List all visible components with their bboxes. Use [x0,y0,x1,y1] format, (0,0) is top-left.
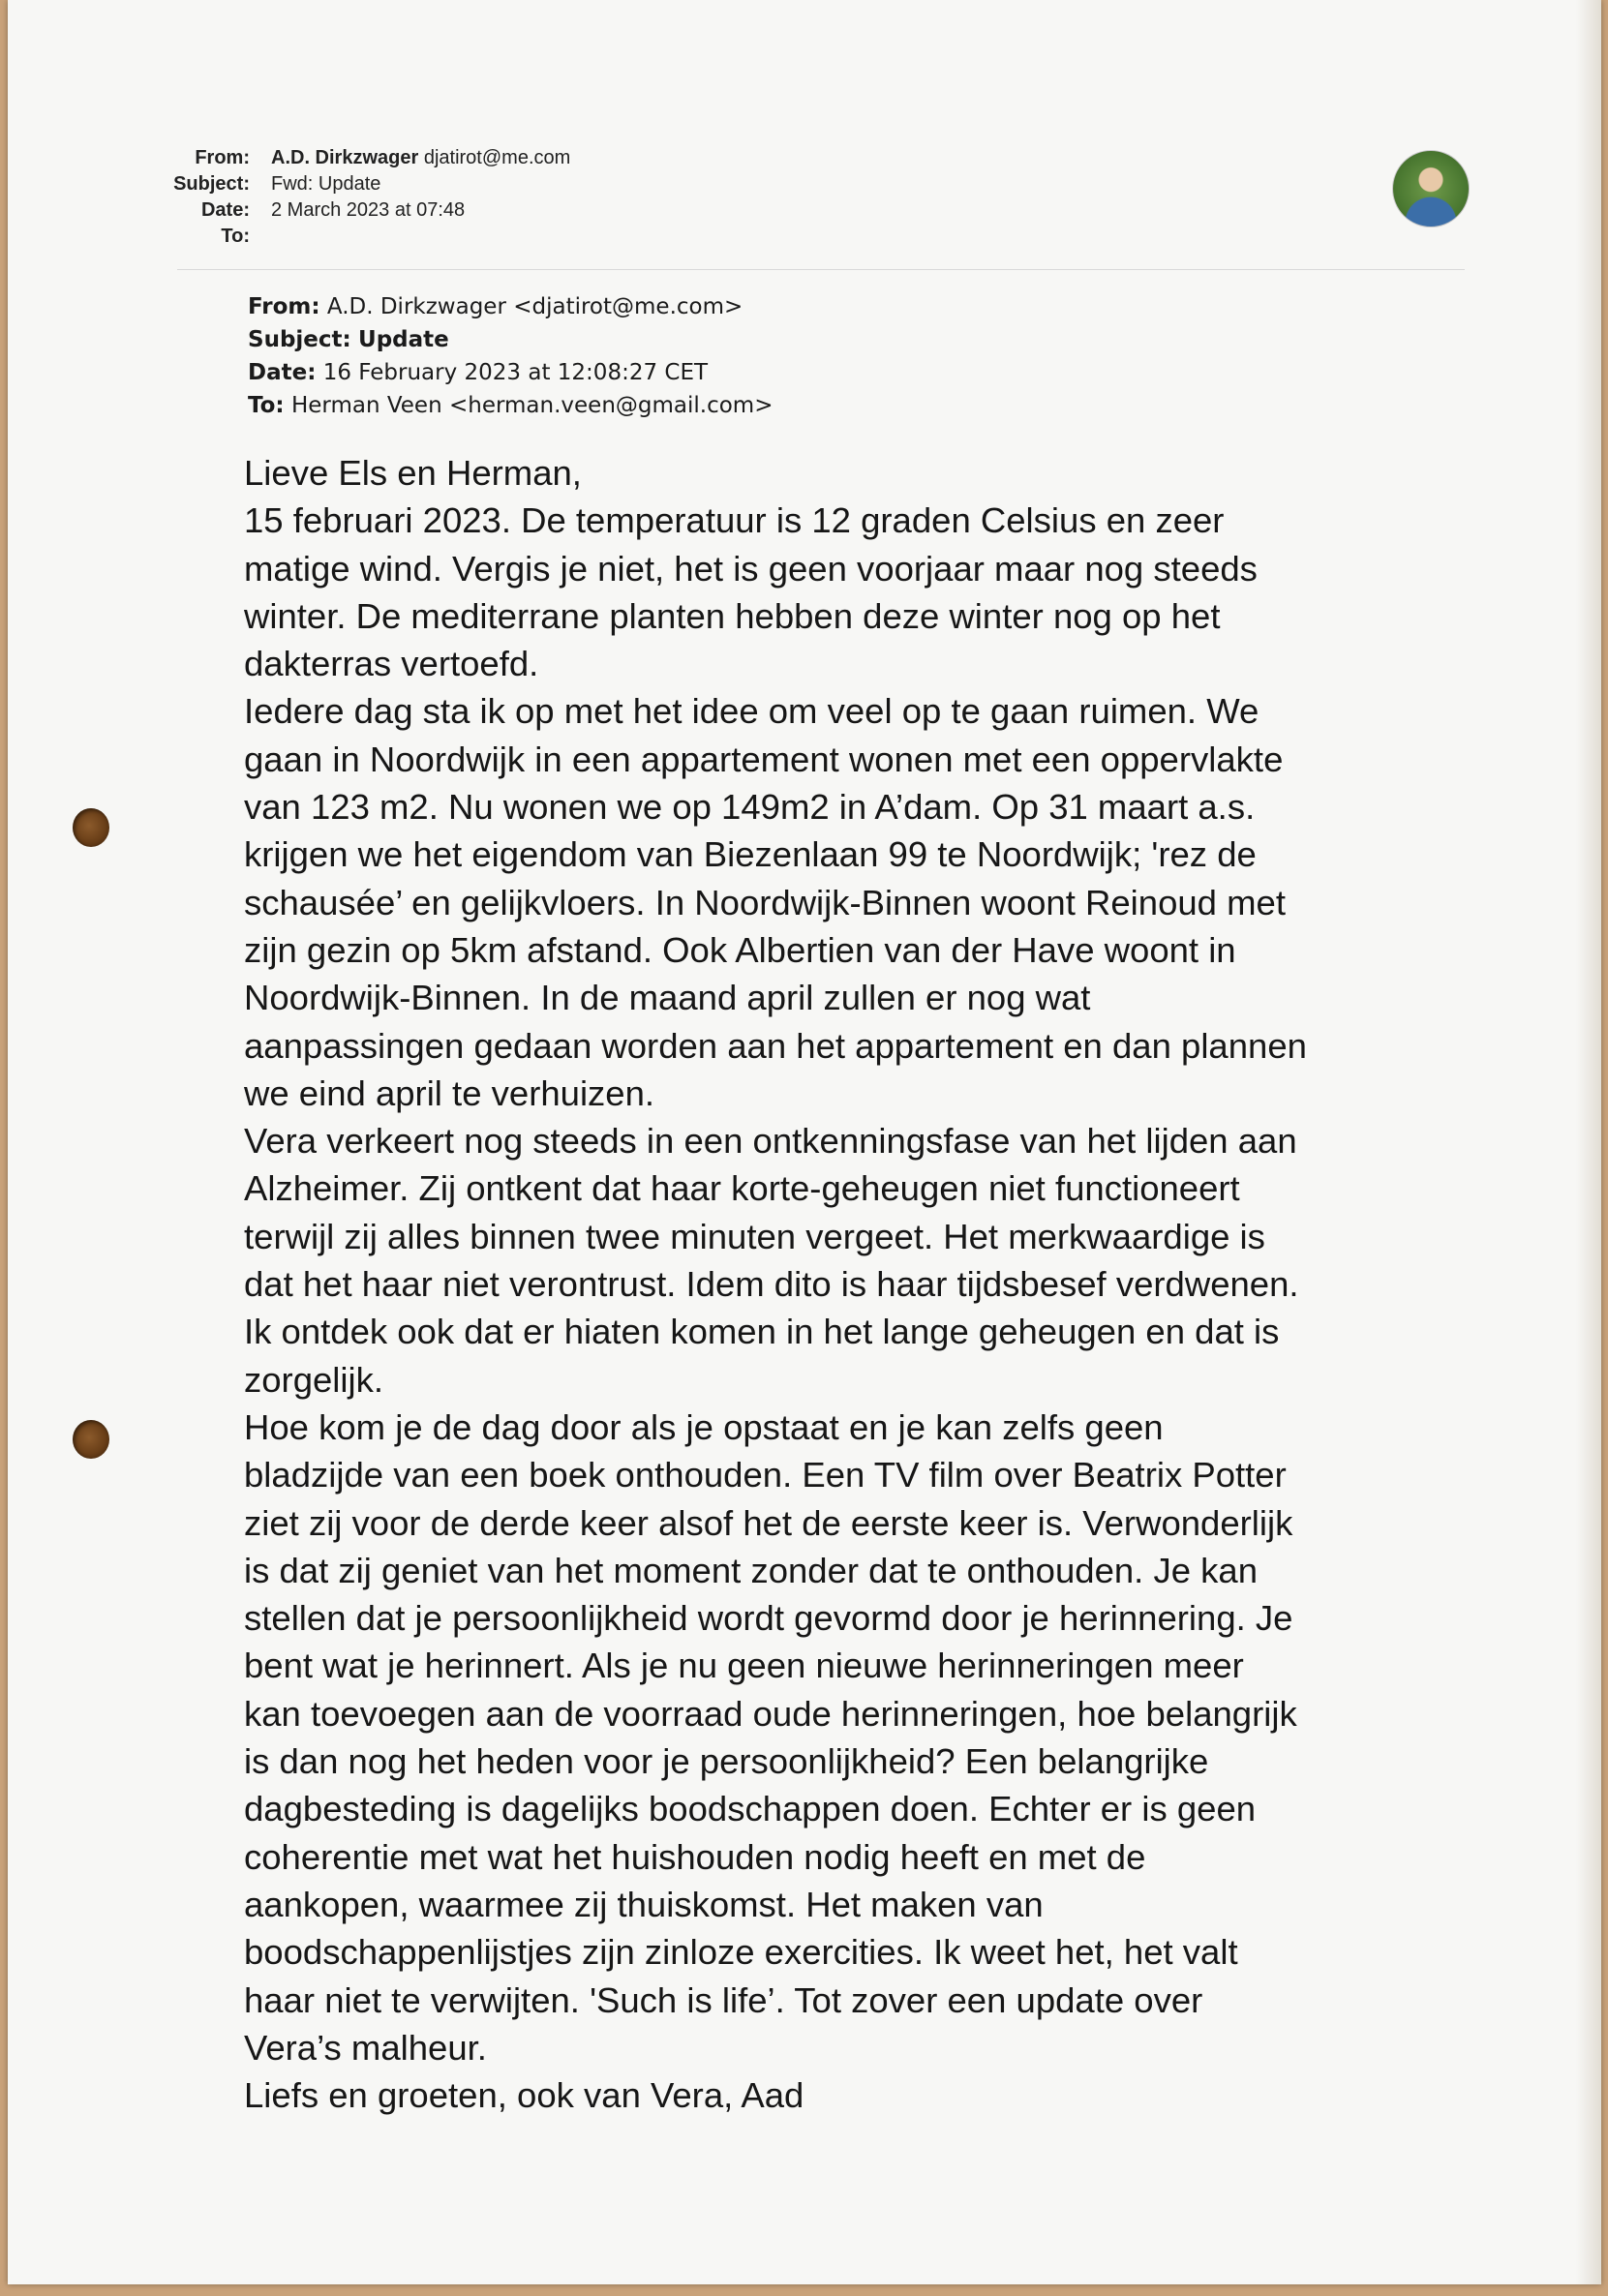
body-line: Vera’s malheur. [244,2027,487,2068]
body-line: Noordwijk-Binnen. In de maand april zullen er nog wat [244,978,1091,1018]
inner-date-value: 16 February 2023 at 12:08:27 CET [322,360,709,385]
paper-page [8,0,1601,2284]
from-email: djatirot@me.com [423,147,571,168]
subject-value: Fwd: Update [271,173,381,195]
body-line: 15 februari 2023. De temperatuur is 12 graden Celsius en zeer [244,500,1225,541]
inner-subject-line [248,323,774,356]
inner-from-label: From: [248,294,320,319]
inner-to-line [248,389,774,422]
body-line: Alzheimer. Zij ontkent dat haar korte-geheugen niet functioneert [244,1168,1240,1209]
body-line: Hoe kom je de dag door als je opstaat en je kan zelfs geen [244,1406,1164,1447]
subject-label: Subject: [173,173,250,195]
body-line: aanpassingen gedaan worden aan het appartement en dan plannen [244,1025,1307,1066]
to-label: To: [221,226,250,247]
inner-subject-label: Subject: [248,327,351,352]
body-line: ziet zij voor de derde keer alsof het de eerste keer is. Verwonderlijk [244,1502,1293,1543]
paper-edge-shadow [1576,0,1601,2284]
inner-date-label: Date: [248,360,317,385]
body-line: Iedere dag sta ik op met het idee om veel op te gaan ruimen. We [244,691,1259,732]
body-line: van 123 m2. Nu wonen we op 149m2 in A’dam. Op 31 maart a.s. [244,787,1256,828]
body-line: Ik ontdek ook dat er hiaten komen in het lange geheugen en dat is [244,1312,1280,1352]
body-line: boodschappenlijstjes zijn zinloze exercities. Ik weet het, het valt [244,1932,1238,1973]
body-line: schausée’ en gelijkvloers. In Noordwijk-Binnen woont Reinoud met [244,882,1286,922]
body-line: Liefs en groeten, ook van Vera, Aad [244,2075,804,2116]
body-line: dagbesteding is dagelijks boodschappen doen. Echter er is geen [244,1789,1257,1829]
date-value: 2 March 2023 at 07:48 [271,199,466,221]
body-line: Lieve Els en Herman, [244,453,582,493]
body-line: terwijl zij alles binnen twee minuten vergeet. Het merkwaardige is [244,1216,1265,1256]
inner-from-line [248,290,774,323]
header-divider [177,269,1465,270]
body-line: winter. De mediterrane planten hebben deze winter nog op het [244,595,1221,636]
inner-date-line [248,356,774,389]
punch-hole-top [73,808,109,847]
body-line: is dat zij geniet van het moment zonder dat te onthouden. Je kan [244,1550,1259,1590]
body-line: krijgen we het eigendom van Biezenlaan 99 te Noordwijk; 'rez de [244,834,1257,875]
body-line: matige wind. Vergis je niet, het is geen voorjaar maar nog steeds [244,548,1258,589]
inner-to-value: Herman Veen <herman.veen@gmail.com> [290,393,774,418]
inner-to-label: To: [248,393,285,418]
body-line: bladzijde van een boek onthouden. Een TV film over Beatrix Potter [244,1455,1287,1495]
body-line: dakterras vertoefd. [244,644,539,684]
forward-header [8,145,1601,250]
body-line: Vera verkeert nog steeds in een ontkenningsfase van het lijden aan [244,1121,1297,1162]
from-label: From: [195,147,250,168]
date-label: Date: [200,199,250,221]
body-line: dat het haar niet verontrust. Idem dito is haar tijdsbesef verdwenen. [244,1264,1299,1305]
punch-hole-bottom [73,1420,109,1459]
body-line: stellen dat je persoonlijkheid wordt gevormd door je herinnering. Je [244,1598,1293,1639]
body-line: haar niet te verwijten. 'Such is life’. Tot zover een update over [244,1979,1203,2020]
from-value [271,145,570,171]
body-line: zijn gezin op 5km afstand. Ook Albertien van der Have woont in [244,929,1236,970]
message-body [244,449,1502,2119]
body-line: gaan in Noordwijk in een appartement wonen met een oppervlakte [244,739,1284,779]
body-line: coherentie met wat het huishouden nodig heeft en met de [244,1836,1146,1877]
inner-subject-value: Update [358,327,449,352]
body-line: kan toevoegen aan de voorraad oude herinneringen, hoe belangrijk [244,1693,1297,1734]
body-line: bent wat je herinnert. Als je nu geen nieuwe herinneringen meer [244,1646,1244,1686]
from-name: A.D. Dirkzwager [271,147,419,168]
body-line: aankopen, waarmee zij thuiskomst. Het maken van [244,1884,1044,1924]
sender-avatar [1392,150,1470,227]
body-line: we eind april te verhuizen. [244,1072,655,1113]
body-line: zorgelijk. [244,1359,384,1400]
inner-from-value: A.D. Dirkzwager <djatirot@me.com> [326,294,743,319]
body-line: is dan nog het heden voor je persoonlijkheid? Een belangrijke [244,1741,1209,1782]
forwarded-message-header [248,290,774,422]
